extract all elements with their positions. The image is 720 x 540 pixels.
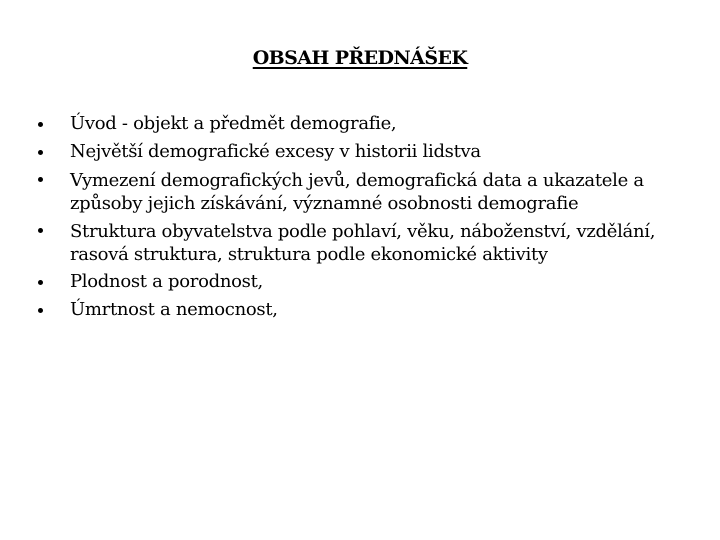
bullet-item [38,166,688,217]
bullet-text: Vymezení demografických jevů, demografická data a ukazatele a způsoby jejich získávání, významné osobnosti demografie [70,170,644,214]
bullet-text: Úvod - objekt a předmět demografie, [70,113,397,134]
bullet-dot-icon [38,177,43,182]
bullet-item [38,110,688,138]
bullet-dot-icon [38,280,43,285]
bullet-dot-icon [38,308,43,313]
bullet-item [38,268,688,296]
bullet-dot-icon [38,150,43,155]
bullet-text: Struktura obyvatelstva podle pohlaví, věku, náboženství, vzdělání, rasová struktura, struktura podle ekonomické aktivity [70,221,656,265]
bullet-item [38,217,688,268]
bullet-text: Úmrtnost a nemocnost, [70,299,278,320]
bullet-dot-icon [38,122,43,127]
slide-title-wrapper [0,47,720,69]
bullet-dot-icon [38,228,43,233]
bullet-text: Plodnost a porodnost, [70,271,263,292]
bullet-text: Největší demografické excesy v historii lidstva [70,141,481,162]
bullet-list [38,110,688,324]
slide-title: OBSAH PŘEDNÁŠEK [252,47,468,69]
bullet-item [38,296,688,324]
bullet-item [38,138,688,166]
